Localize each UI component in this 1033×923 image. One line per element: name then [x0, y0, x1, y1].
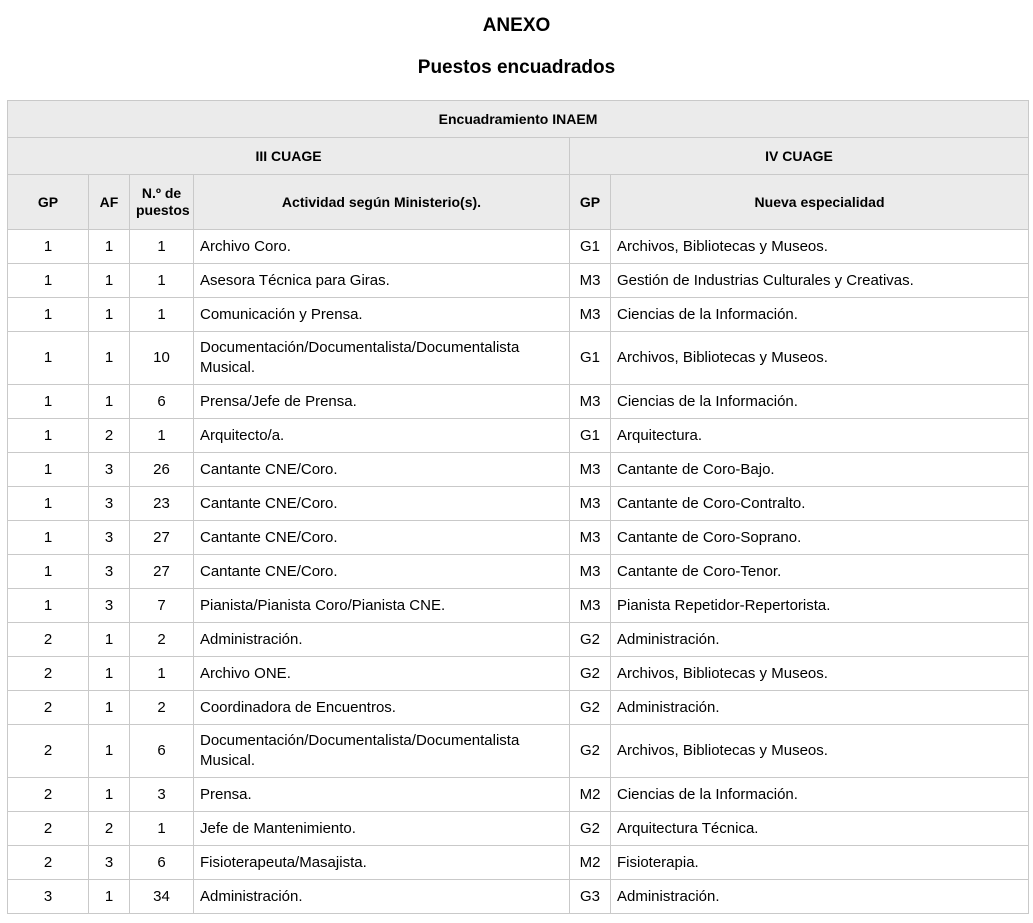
- cell-actividad: Prensa.: [194, 778, 570, 812]
- cell-actividad: Documentación/Documentalista/Documentalista Musical.: [194, 332, 570, 385]
- cell-gp-new: G2: [570, 812, 611, 846]
- cell-actividad: Documentación/Documentalista/Documentalista Musical.: [194, 725, 570, 778]
- cell-actividad: Jefe de Mantenimiento.: [194, 812, 570, 846]
- cell-actividad: Administración.: [194, 880, 570, 914]
- cell-gp: 1: [8, 521, 89, 555]
- cell-gp: 2: [8, 691, 89, 725]
- cell-actividad: Archivo ONE.: [194, 657, 570, 691]
- cell-gp: 1: [8, 385, 89, 419]
- table-group-header-row: [8, 101, 1029, 138]
- cell-puestos: 26: [130, 453, 194, 487]
- table-row: [8, 725, 1029, 778]
- cell-af: 1: [89, 778, 130, 812]
- cell-af: 3: [89, 487, 130, 521]
- cell-puestos: 1: [130, 812, 194, 846]
- cell-actividad: Comunicación y Prensa.: [194, 298, 570, 332]
- cell-gp-new: M3: [570, 521, 611, 555]
- cell-af: 2: [89, 419, 130, 453]
- cell-actividad: Archivo Coro.: [194, 230, 570, 264]
- cell-puestos: 2: [130, 623, 194, 657]
- cell-gp-new: G1: [570, 419, 611, 453]
- cell-gp: 2: [8, 846, 89, 880]
- table-row: [8, 264, 1029, 298]
- cell-gp-new: M2: [570, 846, 611, 880]
- cell-especialidad: Archivos, Bibliotecas y Museos.: [611, 332, 1029, 385]
- cell-actividad: Pianista/Pianista Coro/Pianista CNE.: [194, 589, 570, 623]
- cell-gp-new: M3: [570, 453, 611, 487]
- cell-especialidad: Cantante de Coro-Contralto.: [611, 487, 1029, 521]
- cell-puestos: 23: [130, 487, 194, 521]
- cell-gp-new: G2: [570, 691, 611, 725]
- cell-gp: 1: [8, 332, 89, 385]
- column-header-especialidad: Nueva especialidad: [611, 175, 1029, 230]
- table-row: [8, 419, 1029, 453]
- cell-af: 1: [89, 230, 130, 264]
- cell-especialidad: Administración.: [611, 623, 1029, 657]
- cell-puestos: 6: [130, 725, 194, 778]
- positions-table: [7, 100, 1029, 914]
- cell-actividad: Cantante CNE/Coro.: [194, 453, 570, 487]
- cell-puestos: 6: [130, 385, 194, 419]
- cell-gp-new: M3: [570, 385, 611, 419]
- cell-puestos: 7: [130, 589, 194, 623]
- page-title: ANEXO: [482, 15, 551, 36]
- cell-especialidad: Arquitectura Técnica.: [611, 812, 1029, 846]
- column-header-puestos: N.º de puestos: [130, 175, 194, 230]
- table-row: [8, 487, 1029, 521]
- cell-gp: 1: [8, 419, 89, 453]
- cell-af: 1: [89, 264, 130, 298]
- cell-puestos: 27: [130, 521, 194, 555]
- cell-gp: 1: [8, 589, 89, 623]
- cell-gp: 1: [8, 230, 89, 264]
- cell-gp-new: M3: [570, 589, 611, 623]
- cell-af: 3: [89, 453, 130, 487]
- cell-especialidad: Arquitectura.: [611, 419, 1029, 453]
- table-column-header-row: [8, 175, 1029, 230]
- cell-gp: 3: [8, 880, 89, 914]
- cell-gp-new: M3: [570, 298, 611, 332]
- cell-gp-new: M3: [570, 487, 611, 521]
- cell-gp-new: G1: [570, 230, 611, 264]
- table-row: [8, 880, 1029, 914]
- section-header-right: IV CUAGE: [570, 138, 1029, 175]
- cell-especialidad: Pianista Repetidor-Repertorista.: [611, 589, 1029, 623]
- cell-af: 3: [89, 555, 130, 589]
- cell-actividad: Fisioterapeuta/Masajista.: [194, 846, 570, 880]
- cell-puestos: 1: [130, 419, 194, 453]
- table-body: [8, 230, 1029, 914]
- cell-especialidad: Cantante de Coro-Tenor.: [611, 555, 1029, 589]
- cell-af: 1: [89, 623, 130, 657]
- cell-af: 3: [89, 521, 130, 555]
- column-header-actividad: Actividad según Ministerio(s).: [194, 175, 570, 230]
- cell-gp-new: G2: [570, 623, 611, 657]
- cell-gp-new: M3: [570, 555, 611, 589]
- cell-gp: 2: [8, 725, 89, 778]
- cell-especialidad: Cantante de Coro-Bajo.: [611, 453, 1029, 487]
- cell-actividad: Cantante CNE/Coro.: [194, 555, 570, 589]
- table-row: [8, 589, 1029, 623]
- cell-gp-new: G2: [570, 657, 611, 691]
- cell-af: 1: [89, 385, 130, 419]
- cell-gp: 2: [8, 657, 89, 691]
- cell-gp-new: G2: [570, 725, 611, 778]
- table-row: [8, 846, 1029, 880]
- table-row: [8, 521, 1029, 555]
- cell-gp: 1: [8, 298, 89, 332]
- cell-gp: 1: [8, 453, 89, 487]
- cell-af: 1: [89, 725, 130, 778]
- group-header: Encuadramiento INAEM: [8, 101, 1029, 138]
- cell-actividad: Coordinadora de Encuentros.: [194, 691, 570, 725]
- cell-especialidad: Archivos, Bibliotecas y Museos.: [611, 657, 1029, 691]
- cell-gp: 2: [8, 778, 89, 812]
- cell-actividad: Asesora Técnica para Giras.: [194, 264, 570, 298]
- cell-puestos: 2: [130, 691, 194, 725]
- table-row: [8, 332, 1029, 385]
- cell-especialidad: Administración.: [611, 880, 1029, 914]
- table-row: [8, 453, 1029, 487]
- cell-puestos: 6: [130, 846, 194, 880]
- cell-especialidad: Fisioterapia.: [611, 846, 1029, 880]
- cell-gp: 1: [8, 264, 89, 298]
- cell-puestos: 27: [130, 555, 194, 589]
- cell-af: 1: [89, 880, 130, 914]
- table-row: [8, 657, 1029, 691]
- cell-gp-new: G3: [570, 880, 611, 914]
- cell-gp: 1: [8, 487, 89, 521]
- cell-actividad: Cantante CNE/Coro.: [194, 521, 570, 555]
- table-row: [8, 230, 1029, 264]
- cell-puestos: 1: [130, 298, 194, 332]
- cell-gp: 2: [8, 623, 89, 657]
- cell-af: 1: [89, 298, 130, 332]
- cell-gp: 2: [8, 812, 89, 846]
- cell-especialidad: Ciencias de la Información.: [611, 385, 1029, 419]
- table-row: [8, 298, 1029, 332]
- table-row: [8, 812, 1029, 846]
- cell-puestos: 3: [130, 778, 194, 812]
- cell-puestos: 1: [130, 657, 194, 691]
- cell-puestos: 34: [130, 880, 194, 914]
- cell-actividad: Arquitecto/a.: [194, 419, 570, 453]
- cell-especialidad: Ciencias de la Información.: [611, 778, 1029, 812]
- table-row: [8, 691, 1029, 725]
- page-subtitle: Puestos encuadrados: [417, 57, 616, 78]
- cell-puestos: 1: [130, 264, 194, 298]
- table-row: [8, 778, 1029, 812]
- column-header-gp: GP: [8, 175, 89, 230]
- cell-af: 1: [89, 691, 130, 725]
- table-row: [8, 623, 1029, 657]
- cell-puestos: 10: [130, 332, 194, 385]
- table-row: [8, 385, 1029, 419]
- cell-especialidad: Gestión de Industrias Culturales y Creativas.: [611, 264, 1029, 298]
- cell-gp-new: G1: [570, 332, 611, 385]
- column-header-af: AF: [89, 175, 130, 230]
- cell-actividad: Prensa/Jefe de Prensa.: [194, 385, 570, 419]
- cell-af: 3: [89, 846, 130, 880]
- cell-af: 2: [89, 812, 130, 846]
- column-header-gp-new: GP: [570, 175, 611, 230]
- cell-especialidad: Administración.: [611, 691, 1029, 725]
- cell-af: 3: [89, 589, 130, 623]
- cell-puestos: 1: [130, 230, 194, 264]
- cell-actividad: Cantante CNE/Coro.: [194, 487, 570, 521]
- cell-gp: 1: [8, 555, 89, 589]
- cell-af: 1: [89, 332, 130, 385]
- cell-especialidad: Cantante de Coro-Soprano.: [611, 521, 1029, 555]
- cell-especialidad: Archivos, Bibliotecas y Museos.: [611, 725, 1029, 778]
- cell-especialidad: Archivos, Bibliotecas y Museos.: [611, 230, 1029, 264]
- cell-actividad: Administración.: [194, 623, 570, 657]
- table-row: [8, 555, 1029, 589]
- cell-gp-new: M3: [570, 264, 611, 298]
- cell-gp-new: M2: [570, 778, 611, 812]
- table-section-header-row: [8, 138, 1029, 175]
- cell-especialidad: Ciencias de la Información.: [611, 298, 1029, 332]
- cell-af: 1: [89, 657, 130, 691]
- section-header-left: III CUAGE: [8, 138, 570, 175]
